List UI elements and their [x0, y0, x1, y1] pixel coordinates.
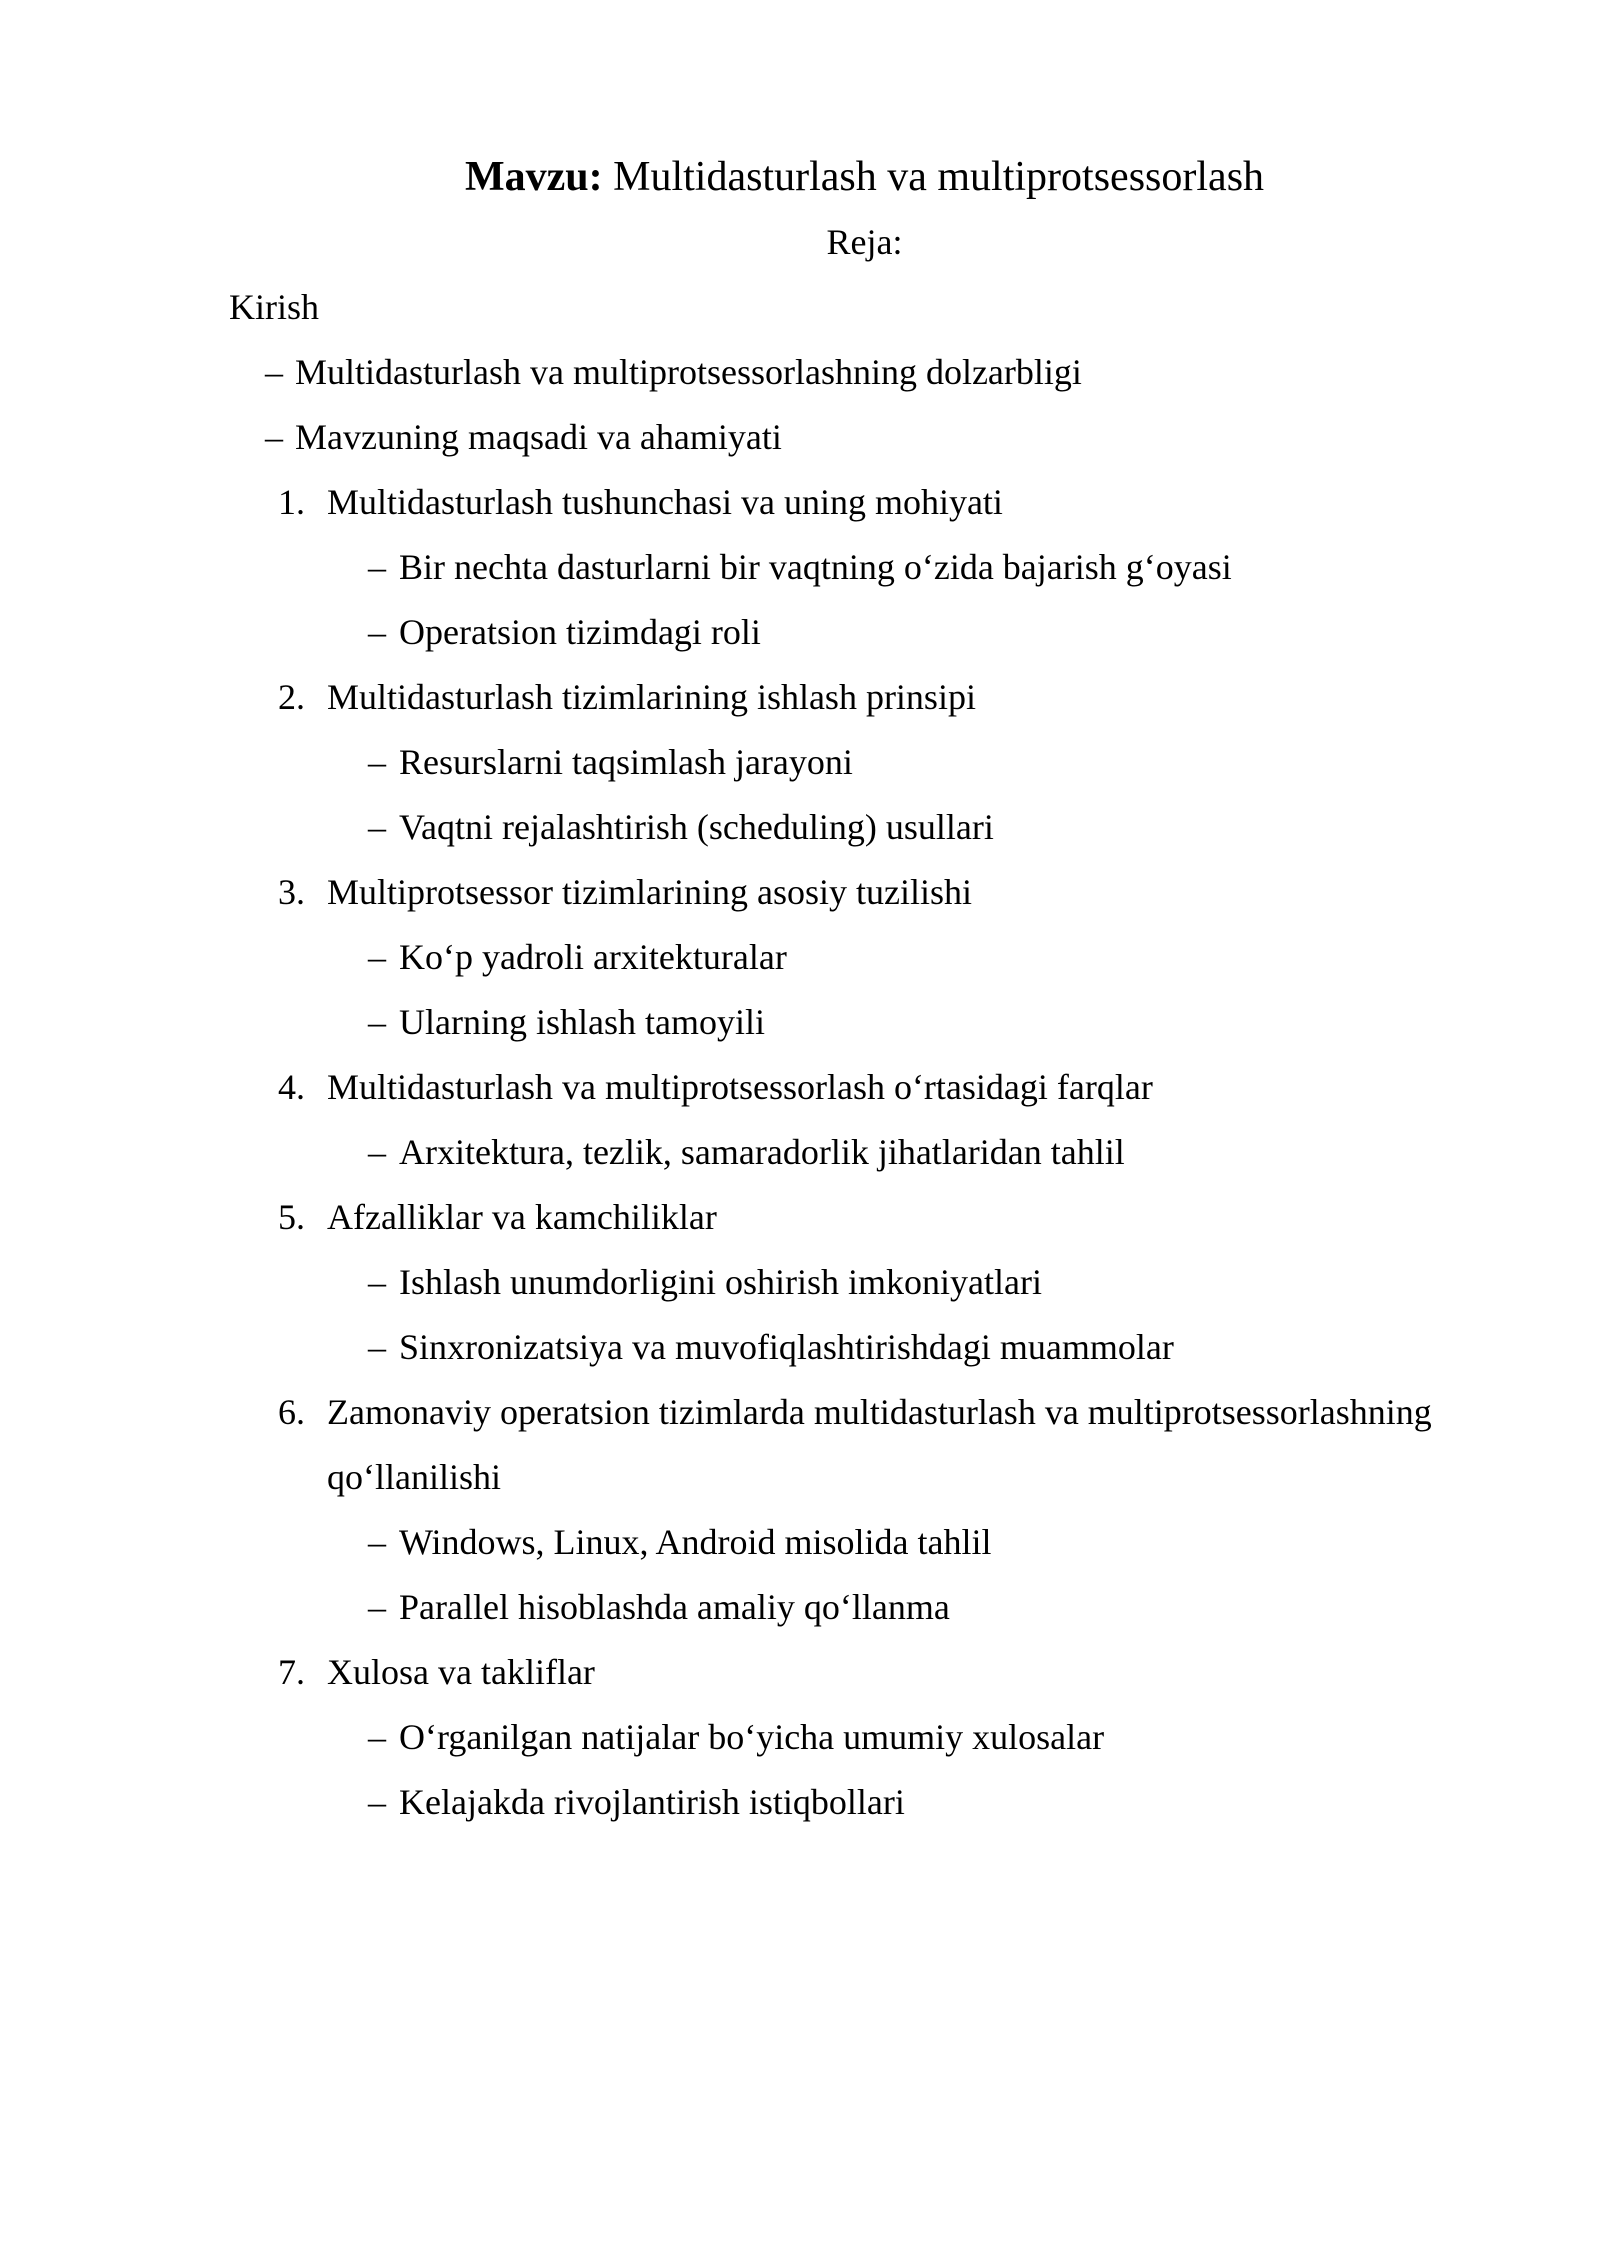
subitem-text: Operatsion tizimdagi roli — [399, 612, 761, 652]
dash-icon: – — [368, 547, 386, 587]
section-subitem — [229, 1770, 1500, 1835]
subitem-text: Vaqtni rejalashtirish (scheduling) usullari — [399, 807, 994, 847]
section-title-text: Multidasturlash tizimlarining ishlash prinsipi — [327, 677, 976, 717]
section-title — [229, 1185, 1500, 1250]
section-number: 1. — [278, 482, 305, 522]
section-number: 4. — [278, 1067, 305, 1107]
section-subitem — [229, 990, 1500, 1055]
section-subitem — [229, 795, 1500, 860]
subitem-text: Ko‘p yadroli arxitekturalar — [399, 937, 787, 977]
section-subitem — [229, 925, 1500, 990]
subitem-text: Resurslarni taqsimlash jarayoni — [399, 742, 853, 782]
section-number: 6. — [278, 1392, 305, 1432]
dash-icon: – — [368, 1262, 386, 1302]
dash-icon: – — [265, 417, 283, 457]
section-title — [229, 1380, 1500, 1510]
section-title — [229, 665, 1500, 730]
dash-icon: – — [368, 1002, 386, 1042]
subitem-text: Kelajakda rivojlantirish istiqbollari — [399, 1782, 905, 1822]
dash-icon: – — [368, 1717, 386, 1757]
section-number: 3. — [278, 872, 305, 912]
subitem-text: Ularning ishlash tamoyili — [399, 1002, 765, 1042]
intro-item — [229, 405, 1500, 470]
section-subitem — [229, 1705, 1500, 1770]
dash-icon: – — [368, 807, 386, 847]
section-title-text: Multidasturlash va multiprotsessorlash o‘rtasidagi farqlar — [327, 1067, 1153, 1107]
section-title-text: Multidasturlash tushunchasi va uning mohiyati — [327, 482, 1003, 522]
subtitle: Reja: — [826, 222, 903, 262]
section-subitem — [229, 730, 1500, 795]
subitem-text: Bir nechta dasturlarni bir vaqtning o‘zida bajarish g‘oyasi — [399, 547, 1232, 587]
dash-icon: – — [368, 742, 386, 782]
section-title-text: Afzalliklar va kamchiliklar — [327, 1197, 717, 1237]
section-subitem — [229, 1315, 1500, 1380]
dash-icon: – — [368, 1782, 386, 1822]
section-title — [229, 1640, 1500, 1705]
dash-icon: – — [368, 1522, 386, 1562]
dash-icon: – — [368, 1327, 386, 1367]
section-title-text: Multiprotsessor tizimlarining asosiy tuzilishi — [327, 872, 972, 912]
title-label: Mavzu: — [464, 154, 603, 200]
subitem-text: O‘rganilgan natijalar bo‘yicha umumiy xulosalar — [399, 1717, 1105, 1757]
section-subitem — [229, 535, 1500, 600]
intro-item — [229, 340, 1500, 405]
dash-icon: – — [265, 352, 283, 392]
section-number: 7. — [278, 1652, 305, 1692]
subitem-text: Windows, Linux, Android misolida tahlil — [399, 1522, 992, 1562]
section-title — [229, 470, 1500, 535]
section-subitem — [229, 600, 1500, 665]
intro-heading: Kirish — [229, 287, 319, 327]
section-subitem — [229, 1510, 1500, 1575]
section-title-text: Xulosa va takliflar — [327, 1652, 595, 1692]
subitem-text: Ishlash unumdorligini oshirish imkoniyatlari — [399, 1262, 1042, 1302]
intro-item-text: Multidasturlash va multiprotsessorlashning dolzarbligi — [295, 352, 1082, 392]
section-title-text: Zamonaviy operatsion tizimlarda multidasturlash va multiprotsessorlashning qo‘llanilishi — [327, 1392, 1432, 1497]
document-title — [229, 145, 1500, 210]
dash-icon: – — [368, 937, 386, 977]
section-subitem — [229, 1250, 1500, 1315]
section-subitem — [229, 1120, 1500, 1185]
section-title — [229, 1055, 1500, 1120]
title-text: Multidasturlash va multiprotsessorlash — [613, 154, 1265, 200]
intro-item-text: Mavzuning maqsadi va ahamiyati — [295, 417, 782, 457]
section-number: 5. — [278, 1197, 305, 1237]
section-subitem — [229, 1575, 1500, 1640]
subitem-text: Arxitektura, tezlik, samaradorlik jihatlaridan tahlil — [399, 1132, 1125, 1172]
subitem-text: Sinxronizatsiya va muvofiqlashtirishdagi muammolar — [399, 1327, 1174, 1367]
dash-icon: – — [368, 612, 386, 652]
section-number: 2. — [278, 677, 305, 717]
dash-icon: – — [368, 1132, 386, 1172]
section-title — [229, 860, 1500, 925]
dash-icon: – — [368, 1587, 386, 1627]
subitem-text: Parallel hisoblashda amaliy qo‘llanma — [399, 1587, 950, 1627]
